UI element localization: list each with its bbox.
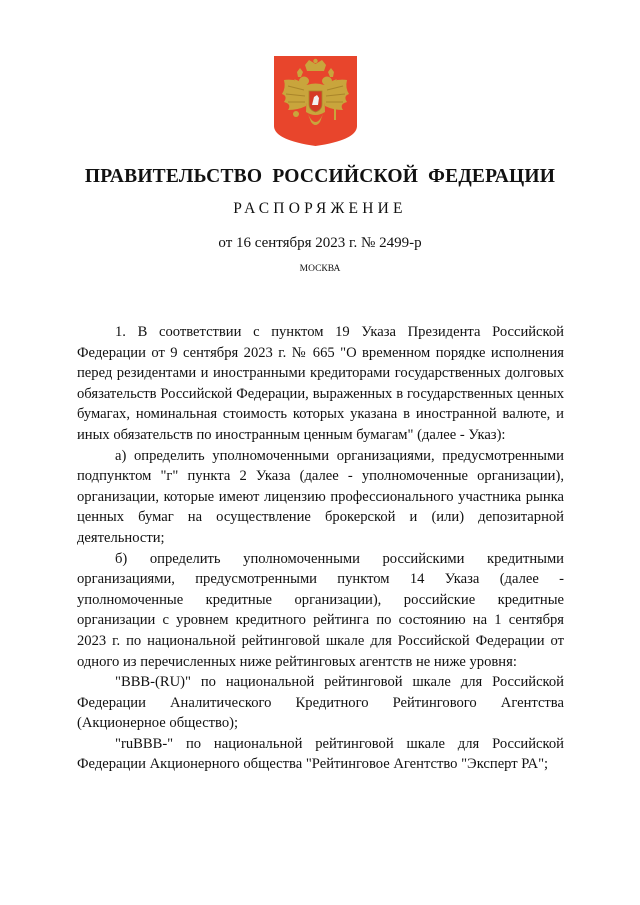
rating-item-expert-ra: "ruBBB-" по национальной рейтинговой шкале для Российской Федерации Акционерного общества "Рейтинговое Агентство "Эксперт РА"; xyxy=(77,735,564,773)
document-body xyxy=(77,322,564,775)
document-type: РАСПОРЯЖЕНИЕ xyxy=(233,200,407,217)
government-title: ПРАВИТЕЛЬСТВО РОССИЙСКОЙ ФЕДЕРАЦИИ xyxy=(84,166,556,187)
paragraph-1b: б) определить уполномоченными российскими кредитными организациями, предусмотренными пунктом 14 Указа (далее - уполномоченные кредитные организации), российские кредитные организации с уровнем кредитного рейтинга по состоянию на 1 сентября 2023 г. по национальной рейтинговой шкале для Российской Федерации от одного из перечисленных ниже рейтинговых агентств не ниже уровня: xyxy=(77,550,564,670)
document-date-number: от 16 сентября 2023 г. № 2499-р xyxy=(218,235,422,251)
paragraph-1a: а) определить уполномоченными организациями, предусмотренными подпунктом "г" пункта 2 Указа (далее - уполномоченные организации), организации, которые имеют лицензию профессионального участника рынка ценных бумаг на осуществление брокерской и (или) депозитарной деятельности; xyxy=(77,447,564,546)
coat-of-arms-icon xyxy=(274,56,357,146)
paragraph-1: 1. В соответствии с пунктом 19 Указа Президента Российской Федерации от 9 сентября 2023 г. № 665 "О временном порядке исполнения перед резидентами и иностранными кредиторами государственных долговых обязательств Российской Федерации, выраженных в государственных ценных бумагах, номинальная стоимость которых указана в иностранной валюте, и иных обязательств по иностранным ценным бумагам" (далее - Указ): xyxy=(77,324,564,443)
rating-item-akra: "BBB-(RU)" по национальной рейтинговой шкале для Российской Федерации Аналитического Кредитного Рейтингового Агентства (Акционерное общество); xyxy=(77,674,564,732)
document-city: МОСКВА xyxy=(299,264,341,274)
